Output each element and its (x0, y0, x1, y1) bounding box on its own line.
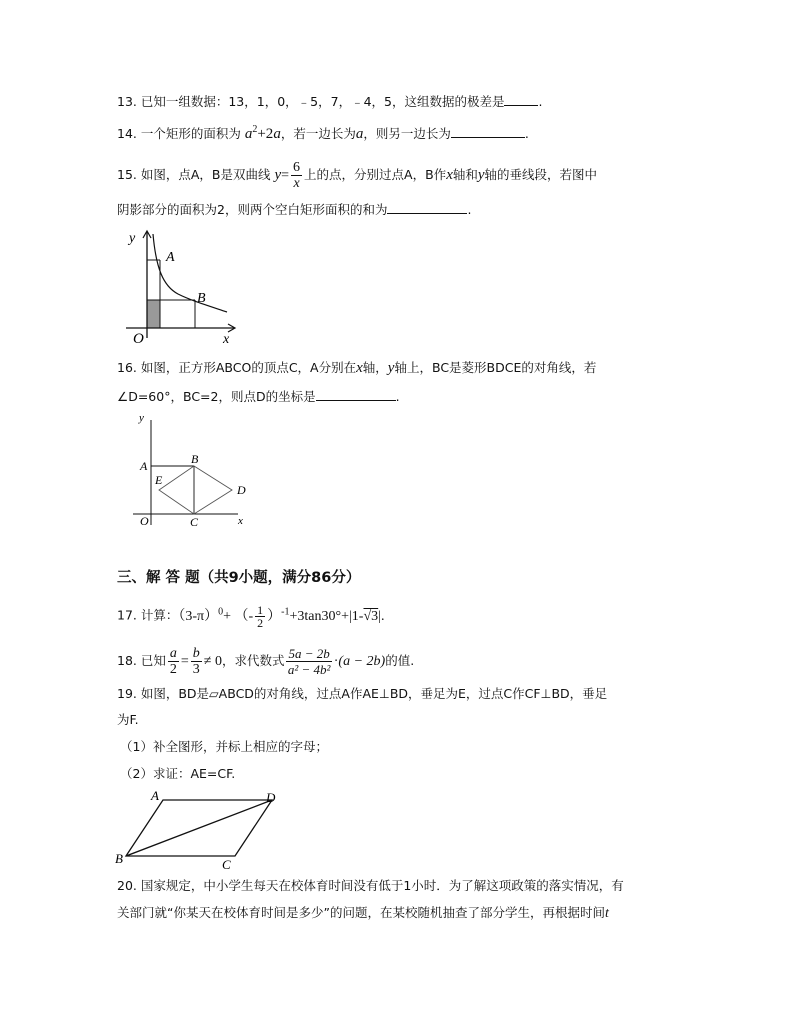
question-19-sub2: （2）求证：AE=CF. (120, 766, 236, 781)
q16-line2: ∠D=60°，BC=2，则点D的坐标是 (117, 389, 316, 404)
q15-answer-blank[interactable] (387, 199, 467, 214)
q16-mid: 轴， (362, 360, 388, 375)
question-15 (117, 160, 597, 191)
q15-mid: 上的点，分别过点A，B作 (304, 167, 447, 182)
label-c: C (222, 857, 231, 872)
question-19-sub1: （1）补全图形，并标上相应的字母； (120, 739, 328, 754)
q18-post: 的值. (385, 653, 415, 668)
q14-end: . (524, 126, 529, 141)
q15-post: 轴的垂线段，若图中 (484, 167, 598, 182)
q15-fraction: $\frac{6}{x}$ (293, 160, 301, 191)
label-b: B (197, 291, 206, 306)
q14-mid: ，若一边长为 (280, 126, 356, 141)
q16-post: 轴上，BC是菱形BDCE的对角线，若 (394, 360, 597, 375)
q15-eq: = (281, 168, 290, 183)
q13-answer-blank[interactable] (504, 91, 538, 106)
q14-expression: $a^2+2a$ (244, 124, 281, 142)
question-15-line2 (117, 199, 471, 220)
label-e: E (155, 473, 163, 487)
label-x: x (238, 515, 243, 527)
section-3-title: 三、解 答 题（共9小题，满分86分） (117, 570, 361, 586)
q16-yvar: y (387, 360, 395, 376)
q20-tvar: t (604, 906, 609, 921)
q18-frac-expr: $\frac{5a - 2b}{\text{a² − 4b²}}$ (287, 646, 331, 677)
q15-and: 轴和 (452, 167, 478, 182)
q17-expression: $(3-\pi)^0+$ （- $\frac{1}{2}$ ）$^{-1}$+3tan30°+|1-√3|. (178, 602, 385, 630)
q16-xvar: x (356, 360, 363, 376)
q18-frac-a2: $\frac{a}{2}$ (169, 646, 177, 677)
question-18 (117, 646, 414, 677)
question-17 (117, 602, 384, 629)
q15-xvar: x (446, 167, 453, 183)
question-19-line1: 19. 如图，BD是▱ABCD的对角线，过点A作AE⊥BD，垂足为E，过点C作CF⊥BD，垂足 (117, 686, 608, 701)
q18-eq: = (180, 654, 189, 669)
diagonal-bd (126, 800, 272, 856)
question-14 (117, 120, 529, 144)
shaded-rectangle (147, 300, 160, 328)
q18-paren: (a − 2b) (338, 654, 386, 669)
label-x: x (223, 332, 230, 347)
label-b: B (191, 452, 199, 466)
question-13 (117, 91, 542, 112)
question-16-line2 (117, 386, 400, 407)
question-20-line2 (117, 903, 609, 924)
q13-end: . (538, 94, 543, 109)
label-o: O (140, 514, 149, 528)
q18-neq: ≠ 0 (203, 654, 222, 669)
figure-16-square-rhombus (130, 410, 255, 530)
figure-15-hyperbola (118, 228, 248, 348)
label-a: A (140, 459, 148, 473)
q20-line2-text: 关部门就“你某天在校体育时间是多少”的问题，在某校随机抽查了部分学生，再根据时间 (117, 905, 605, 920)
q18-frac-b3: $\frac{b}{3}$ (192, 646, 200, 677)
q15-pre: 15. 如图，点A，B是双曲线 (117, 167, 271, 182)
label-c: C (190, 515, 199, 529)
q15-yvar: y (477, 167, 485, 183)
rhombus-bdce (159, 466, 232, 514)
label-y: y (139, 412, 144, 424)
question-20-line1: 20. 国家规定，中小学生每天在校体育时间没有低于1小时．为了解这项政策的落实情况，有 (117, 878, 624, 893)
q15-end: . (467, 202, 472, 217)
label-b: B (115, 851, 123, 866)
label-d: D (266, 790, 276, 805)
q14-var: a (355, 126, 364, 142)
q13-text: 13. 已知一组数据：13，1，0，﹣5，7，﹣4，5，这组数据的极差是 (117, 94, 505, 109)
q16-pre: 16. 如图，正方形ABCO的顶点C，A分别在 (117, 360, 357, 375)
q18-pre: 18. 已知 (117, 653, 166, 668)
q14-post: ，则另一边长为 (363, 126, 451, 141)
label-o: O (133, 331, 144, 347)
q15-line2: 阴影部分的面积为2，则两个空白矩形面积的和为 (117, 202, 388, 217)
q16-end: . (395, 389, 400, 404)
q16-answer-blank[interactable] (316, 386, 396, 401)
q15-y: y (274, 167, 282, 183)
q14-answer-blank[interactable] (451, 123, 525, 138)
question-16 (117, 358, 596, 378)
figure-19-parallelogram (115, 787, 290, 872)
question-19-line2: 为F. (117, 712, 139, 727)
q14-pre: 14. 一个矩形的面积为 (117, 126, 241, 141)
label-d: D (237, 483, 246, 497)
label-y: y (129, 231, 136, 246)
label-a: A (151, 788, 159, 803)
q18-dot: · (333, 654, 339, 669)
q18-mid: ，求代数式 (221, 653, 285, 668)
label-a: A (166, 250, 175, 265)
q17-pre: 17. 计算： (117, 607, 179, 623)
